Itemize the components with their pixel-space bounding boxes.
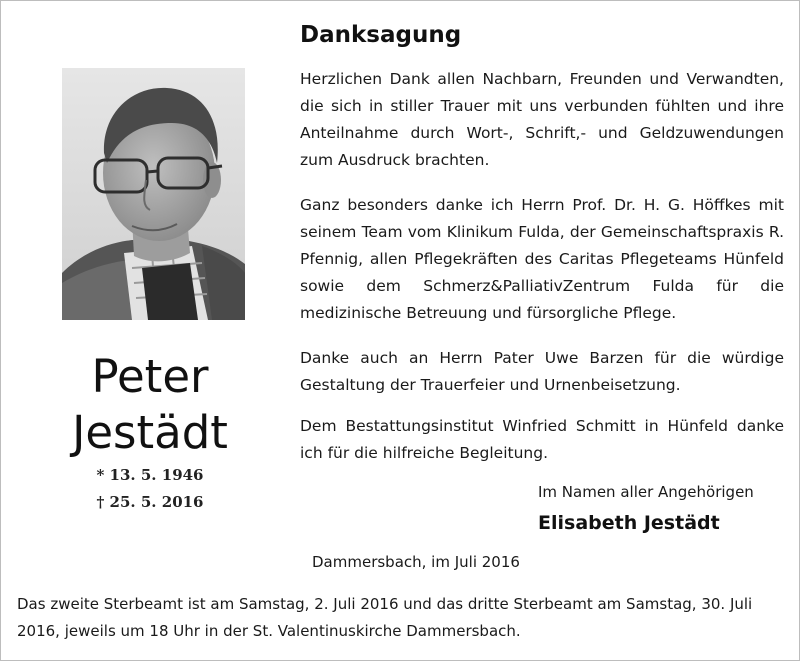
thanks-paragraph-4: Dem Bestattungsinstitut Winfried Schmitt in Hünfeld danke ich für die hilfreiche Begleitung.	[300, 417, 784, 462]
thanks-paragraph-2: Ganz besonders danke ich Herrn Prof. Dr. H. G. Höffkes mit seinem Team vom Klinikum Fulda, der Gemeinschaftspraxis R. Pfennig, allen Pflegekräften des Caritas Pflegeteams Hünfeld sowie dem Schmerz&PalliativZentrum Fulda für die medizinische Betreuung und fürsorgliche Pflege.	[300, 196, 784, 322]
portrait-image	[62, 68, 245, 320]
thanks-paragraph-3: Danke auch an Herrn Pater Uwe Barzen für die würdige Gestaltung der Trauerfeier und Urnenbeisetzung.	[300, 349, 784, 394]
signature-name: Elisabeth Jestädt	[538, 512, 720, 534]
deceased-first-name: Peter	[91, 350, 209, 403]
deceased-last-name: Jestädt	[72, 406, 228, 459]
memorial-mass-note: Das zweite Sterbeamt ist am Samstag, 2. Juli 2016 und das dritte Sterbeamt am Samstag, 30. Juli 2016, jeweils um 18 Uhr in der St. Valentinuskirche Dammersbach.	[17, 595, 753, 640]
death-date: † 25. 5. 2016	[96, 493, 204, 511]
birth-date: * 13. 5. 1946	[96, 466, 204, 484]
portrait-photo	[62, 68, 245, 320]
thanks-paragraph-1: Herzlichen Dank allen Nachbarn, Freunden und Verwandten, die sich in stiller Trauer mit uns verbunden fühlten und ihre Anteilnahme durch Wort-, Schrift,- und Geldzuwendungen zum Ausdruck brachten.	[300, 70, 784, 169]
place-date: Dammersbach, im Juli 2016	[312, 553, 520, 571]
signature-intro: Im Namen aller Angehörigen	[538, 483, 754, 501]
notice-heading: Danksagung	[300, 22, 462, 48]
